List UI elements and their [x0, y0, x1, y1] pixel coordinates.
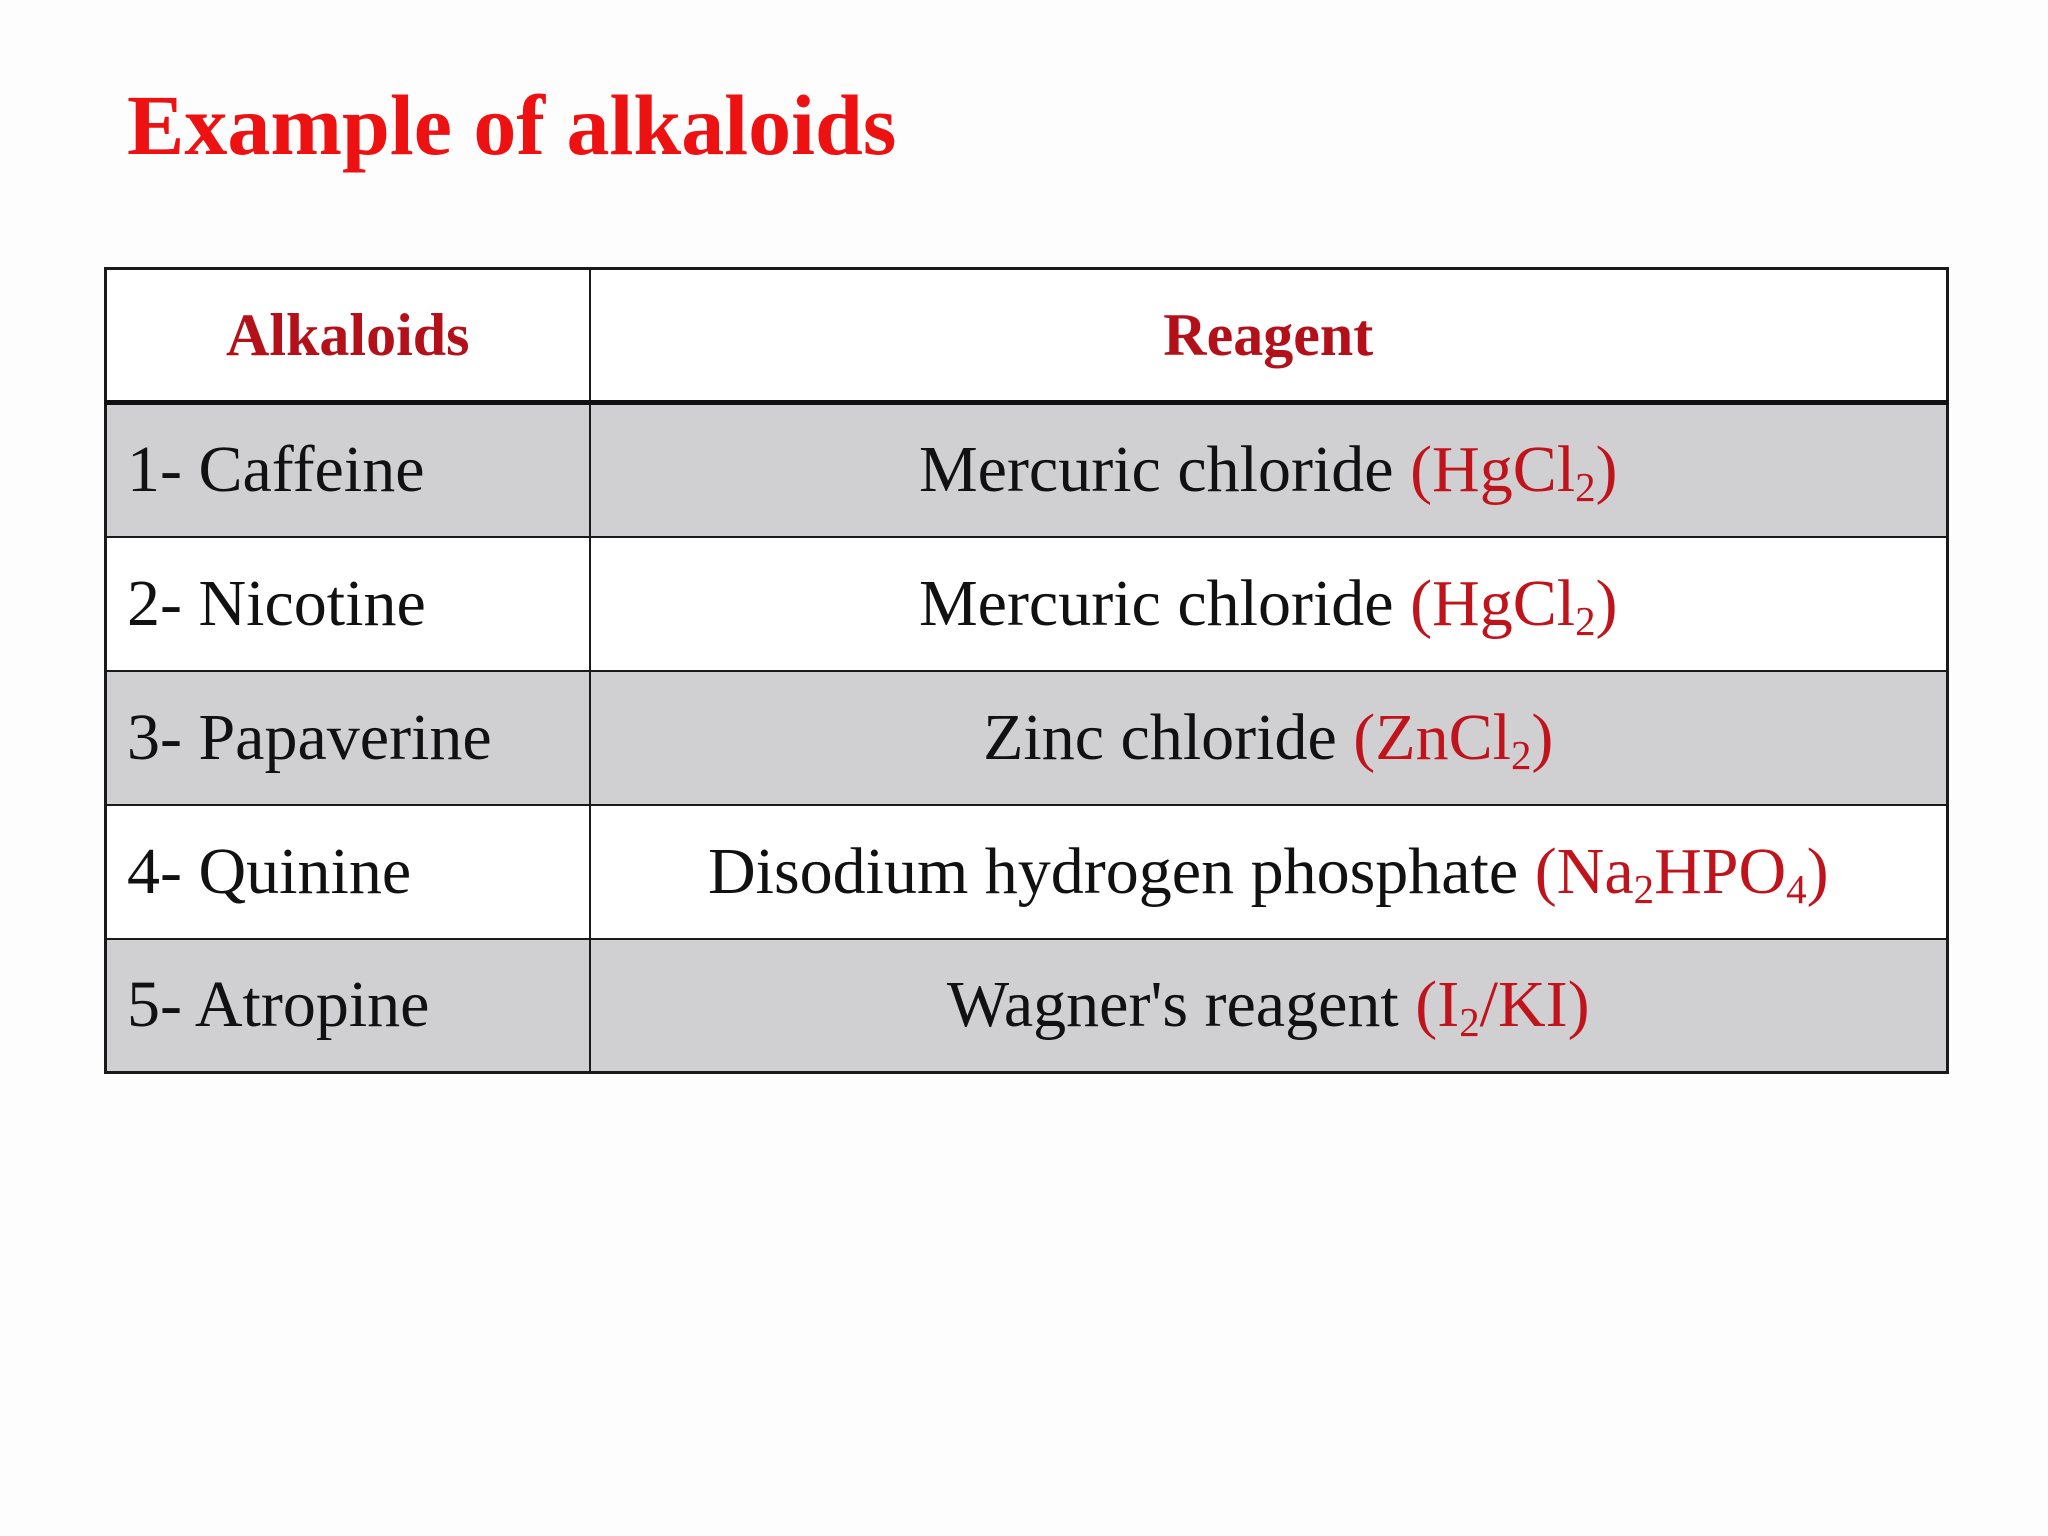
- table-row: [106, 537, 1948, 671]
- reagent-formula: (ZnCl$_2$): [1353, 700, 1554, 778]
- reagent-cell: [590, 939, 1948, 1073]
- reagent-formula: $(Na_2HPO_4)$: [1534, 834, 1829, 912]
- reagent-name: Zinc chloride: [983, 700, 1337, 774]
- alkaloid-cell: 3- Papaverine: [106, 671, 590, 805]
- header-alkaloids: Alkaloids: [106, 269, 590, 403]
- alkaloid-cell: 5- Atropine: [106, 939, 590, 1073]
- table-header-row: [106, 269, 1948, 403]
- reagent-formula: $(I_2/KI)$: [1415, 968, 1590, 1046]
- header-reagent: Reagent: [590, 269, 1948, 403]
- alkaloid-cell: 1- Caffeine: [106, 403, 590, 537]
- reagent-cell: [590, 403, 1948, 537]
- reagent-cell: [590, 805, 1948, 939]
- alkaloid-cell: 4- Quinine: [106, 805, 590, 939]
- alkaloid-cell: 2- Nicotine: [106, 537, 590, 671]
- slide-title: Example of alkaloids: [127, 77, 897, 173]
- table-row: [106, 939, 1948, 1073]
- table-row: [106, 403, 1948, 537]
- reagent-name: Wagner's reagent: [946, 968, 1399, 1042]
- table-row: [106, 805, 1948, 939]
- reagent-name: Mercuric chloride: [918, 566, 1394, 640]
- reagent-formula: (HgCl$_2$): [1410, 566, 1618, 644]
- reagent-cell: [590, 537, 1948, 671]
- reagent-formula: (HgCl$_2$): [1410, 433, 1618, 511]
- reagent-name: Mercuric chloride: [918, 433, 1394, 507]
- reagent-cell: [590, 671, 1948, 805]
- reagent-name: Disodium hydrogen phosphate: [707, 834, 1519, 908]
- alkaloids-table: [104, 267, 1949, 1074]
- table-row: [106, 671, 1948, 805]
